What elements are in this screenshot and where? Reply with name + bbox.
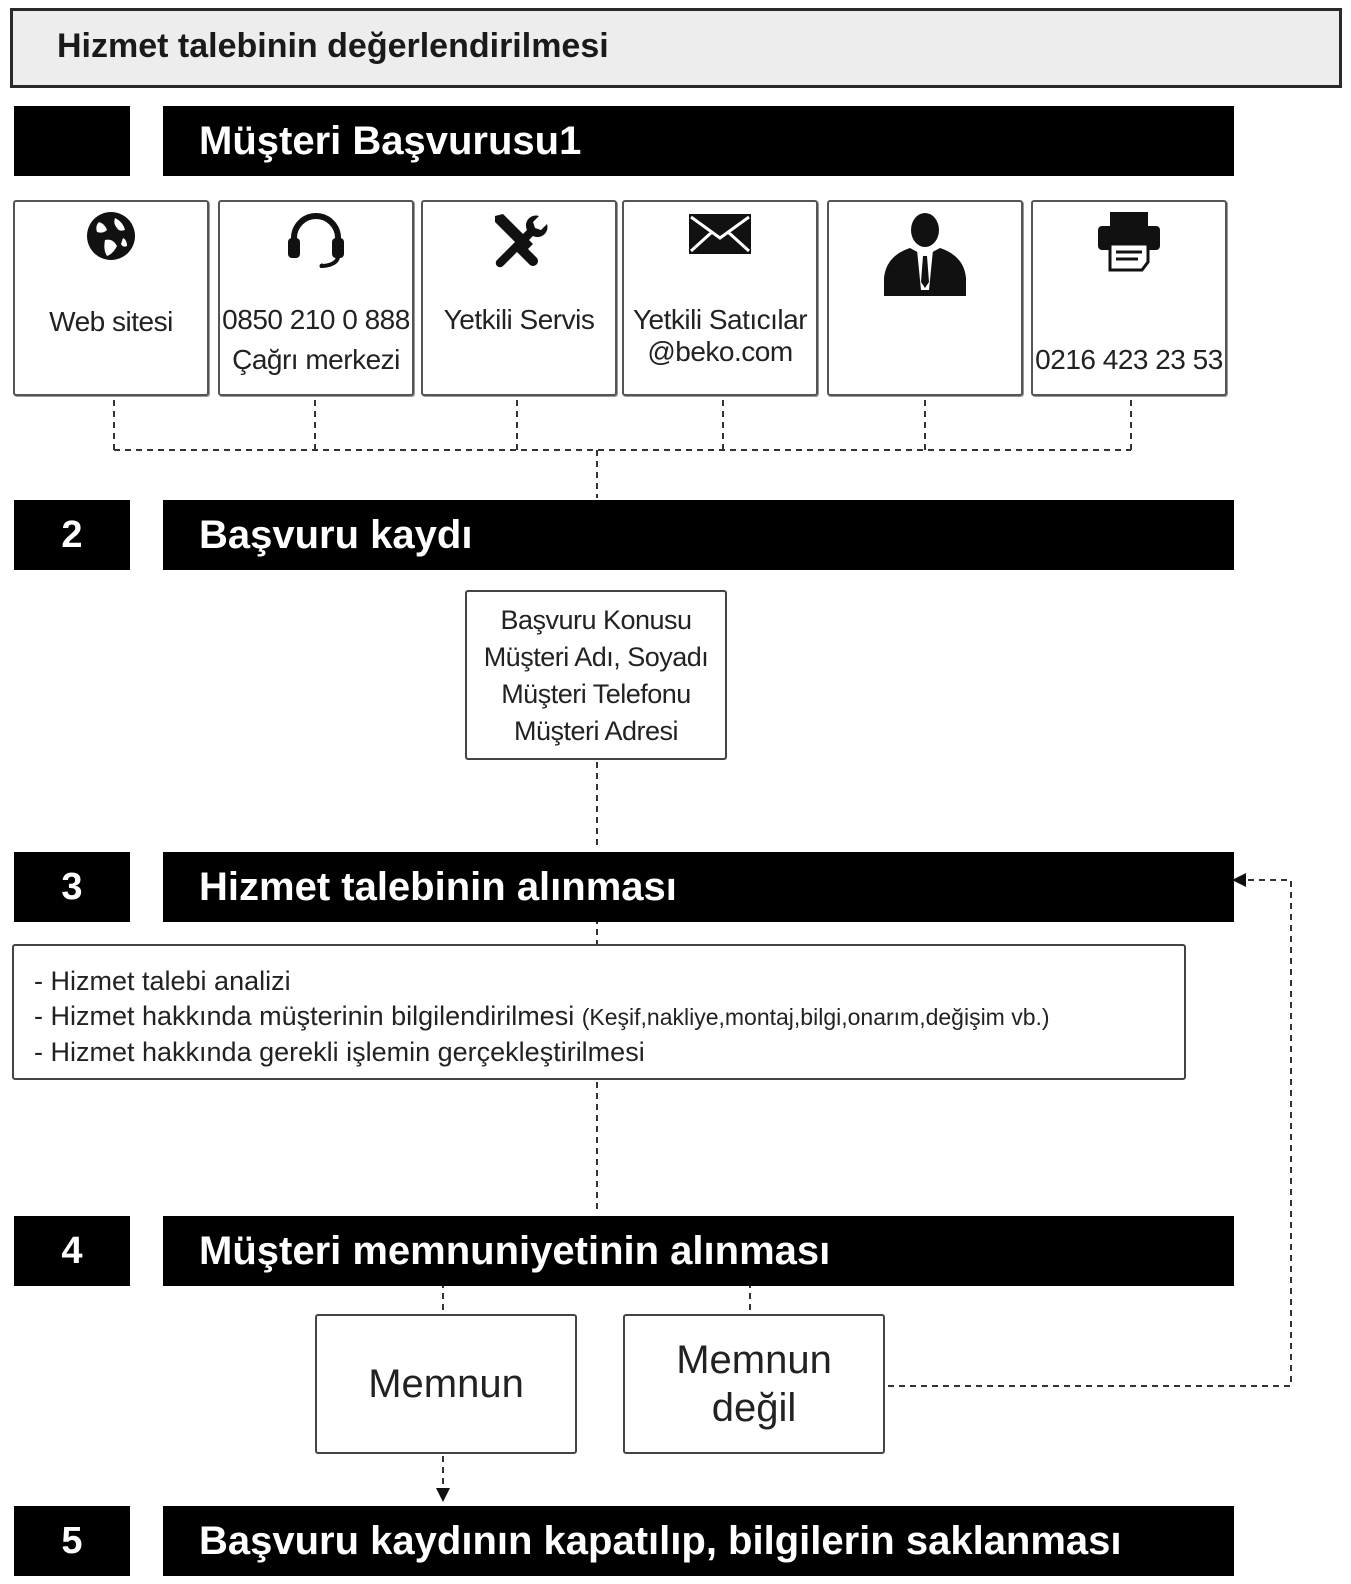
page-header — [10, 8, 1342, 88]
channel-authorized-service — [421, 200, 617, 396]
globe-icon — [85, 210, 137, 267]
outcome-not-satisfied-line1: Memnun — [676, 1338, 832, 1382]
step-title-3: Hizmet talebinin alınması — [163, 852, 1234, 922]
outcome-satisfied-label: Memnun — [368, 1362, 524, 1406]
headset-icon — [284, 210, 348, 273]
step-number-1 — [14, 106, 130, 176]
task-inform-text: - Hizmet hakkında müşterinin bilgilendirilmesi — [34, 1001, 575, 1031]
channel-email — [622, 200, 818, 396]
field-customer-address: Müşteri Adresi — [513, 716, 679, 746]
tools-icon — [487, 210, 551, 279]
registration-fields-box — [465, 590, 727, 760]
outcome-not-satisfied-line2: değil — [711, 1386, 797, 1430]
person-icon — [882, 212, 968, 301]
channel-email-label: Yetkili Satıcılar — [632, 304, 808, 335]
page-title: Hizmet talebinin değerlendirilmesi — [57, 27, 609, 65]
channel-fax-number: 0216 423 23 53 — [1035, 344, 1223, 375]
step-number-4: 4 — [14, 1216, 130, 1286]
channel-web-label: Web sitesi — [49, 306, 173, 337]
field-customer-phone: Müşteri Telefonu — [501, 679, 691, 709]
task-perform-action: - Hizmet hakkında gerekli işlemin gerçekleştirilmesi — [34, 1037, 645, 1067]
channel-call-center-phone: 0850 210 0 888 — [222, 304, 410, 335]
channel-dealer — [827, 200, 1023, 396]
channel-fax — [1031, 200, 1227, 396]
envelope-icon — [687, 210, 753, 263]
step-title-4: Müşteri memnuniyetinin alınması — [163, 1216, 1234, 1286]
channel-web — [13, 200, 209, 396]
task-analysis: - Hizmet talebi analizi — [34, 966, 291, 996]
outcome-satisfied-box — [315, 1314, 577, 1454]
request-tasks-box — [12, 944, 1186, 1080]
task-inform-note: (Keşif,nakliye,montaj,bilgi,onarım,değişim vb.) — [581, 1004, 1050, 1030]
channel-call-center — [218, 200, 414, 396]
outcome-not-satisfied-box — [623, 1314, 885, 1454]
channel-call-center-label: Çağrı merkezi — [232, 344, 400, 375]
step-title-1: Müşteri Başvurusu1 — [163, 106, 1234, 176]
step-number-2: 2 — [14, 500, 130, 570]
channel-email-address: @beko.com — [647, 336, 793, 367]
step-number-3: 3 — [14, 852, 130, 922]
task-inform-customer — [34, 999, 1184, 1035]
step-title-2: Başvuru kaydı — [163, 500, 1234, 570]
step-title-5: Başvuru kaydının kapatılıp, bilgilerin saklanması — [163, 1506, 1234, 1576]
field-customer-name: Müşteri Adı, Soyadı — [483, 642, 709, 672]
channel-authorized-service-label: Yetkili Servis — [443, 304, 595, 335]
fax-icon — [1096, 210, 1162, 277]
step-number-5: 5 — [14, 1506, 130, 1576]
field-subject: Başvuru Konusu — [500, 605, 692, 635]
